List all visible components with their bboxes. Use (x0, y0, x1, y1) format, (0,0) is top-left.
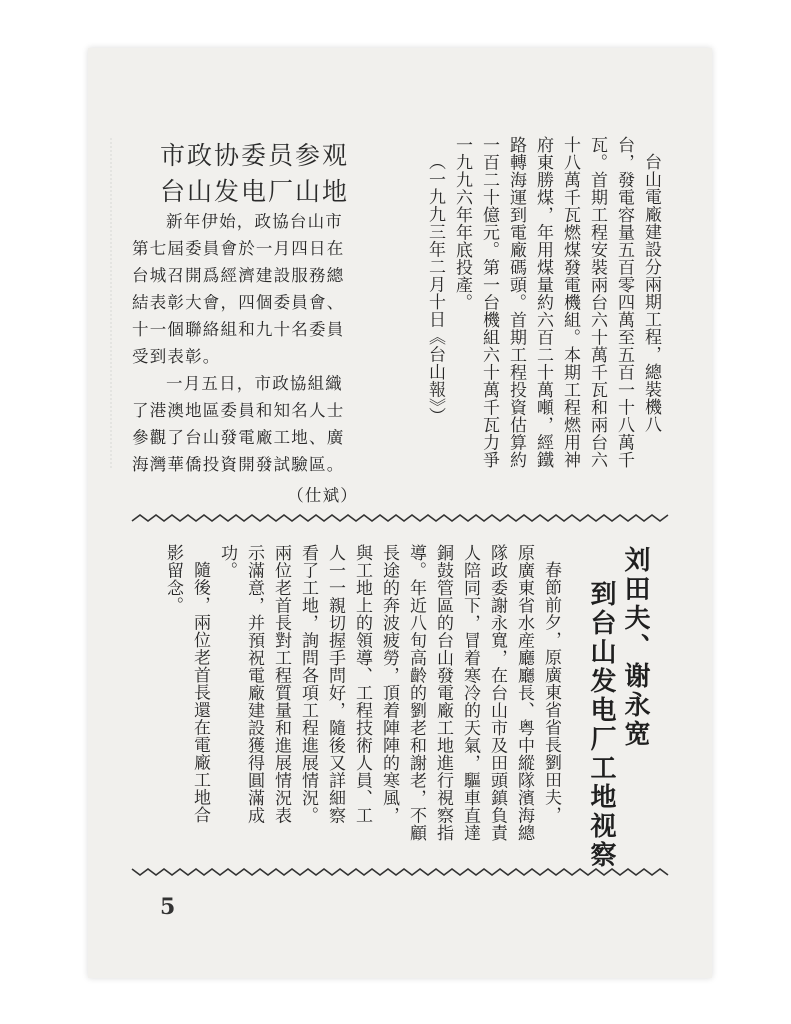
a2-col-9: 人一一親切握手問好，隨後又詳細察 (325, 544, 345, 824)
article2-title (584, 546, 652, 876)
a2-col-11: 兩位老首長對工程質量和進展情況表 (271, 544, 291, 824)
a2-col-5: 銅鼓管區的台山發電廠工地進行視察指 (433, 544, 453, 842)
v-col-1: 台山電廠建設分兩期工程，總裝機八 (641, 153, 661, 433)
h-line-4: 結表彰大會，四個委員會、 (132, 293, 345, 312)
v-col-3: 瓦。首期工程安裝兩台六十萬千瓦和兩台六 (587, 136, 607, 469)
a2-col-4: 人陪同下，冒着寒冷的天氣，驅車直達 (460, 544, 480, 842)
v-col-4: 十八萬千瓦燃煤發電機組。本期工程燃用神 (560, 136, 580, 469)
a2-col-8: 與工地上的領導、工程技術人員、工 (352, 544, 372, 824)
a2-col-3: 隊政委謝永寬，在台山市及田頭鎮負責 (487, 544, 507, 842)
h-line-2: 第七屆委員會於一月四日在 (132, 239, 345, 258)
a2-col-13: 功。 (217, 544, 237, 579)
article2-title-col2: 到台山发电厂工地视察 (586, 580, 616, 870)
a2-col-14: 隨後，兩位老首長還在電廠工地合 (190, 561, 210, 824)
article2-body (164, 544, 564, 874)
a2-col-15: 影留念。 (163, 544, 183, 614)
h-line-8: 了港澳地區委員和知名人士 (132, 401, 345, 420)
v-col-9: （一九九三年二月十日《台山報》） (425, 153, 445, 425)
article1-vertical-text (368, 136, 664, 516)
v-col-6: 路轉海運到電廠碼頭。首期工程投資估算約 (506, 136, 526, 469)
v-col-7: 一百二十億元。第一台機組六十萬千瓦力爭 (479, 136, 499, 469)
h-line-5: 十一個聯絡組和九十名委員 (132, 320, 345, 339)
a2-col-6: 導。年近八旬高齡的劉老和謝老，不顧 (406, 544, 426, 842)
article2-title-col1: 刘田夫、谢永宽 (620, 546, 650, 749)
h-line-1: 新年伊始，政協台山市 (166, 212, 343, 231)
article1-horizontal-text (132, 208, 378, 509)
v-col-5: 府東勝煤，年用煤量約六百二十萬噸，經鐵 (533, 136, 553, 469)
h-line-3: 台城召開爲經濟建設服務總 (132, 266, 345, 285)
a2-col-10: 看了工地，詢問各項工程進展情況。 (298, 544, 318, 824)
a2-col-2: 原廣東省水産廳廳長、粤中縱隊濱海總 (514, 544, 534, 842)
top-divider (88, 512, 712, 530)
book-page (88, 48, 712, 978)
page-number: 5 (160, 894, 176, 920)
v-col-8: 一九九六年年底投產。 (452, 136, 472, 311)
article1-author: （仕斌） (287, 486, 358, 505)
article1-title-line2: 台山发电厂山地 (160, 177, 350, 206)
h-line-7: 一月五日，市政協組織 (166, 374, 343, 393)
bottom-divider (88, 866, 712, 884)
a2-col-1: 春節前夕，原廣東省省長劉田夫， (541, 561, 561, 824)
a2-col-12: 示滿意，并預祝電廠建設獲得圓滿成 (244, 544, 264, 824)
h-line-6: 受到表彰。 (132, 347, 221, 366)
article1-title-line1: 市政协委员参观 (160, 141, 350, 170)
v-col-2: 台，發電容量五百零四萬至五百一十八萬千 (614, 136, 634, 469)
a2-col-7: 長途的奔波疲勞，頂着陣陣的寒風， (379, 544, 399, 824)
h-line-10: 海灣華僑投資開發試驗區。 (132, 455, 345, 474)
h-line-9: 參觀了台山發電廠工地、廣 (132, 428, 345, 447)
